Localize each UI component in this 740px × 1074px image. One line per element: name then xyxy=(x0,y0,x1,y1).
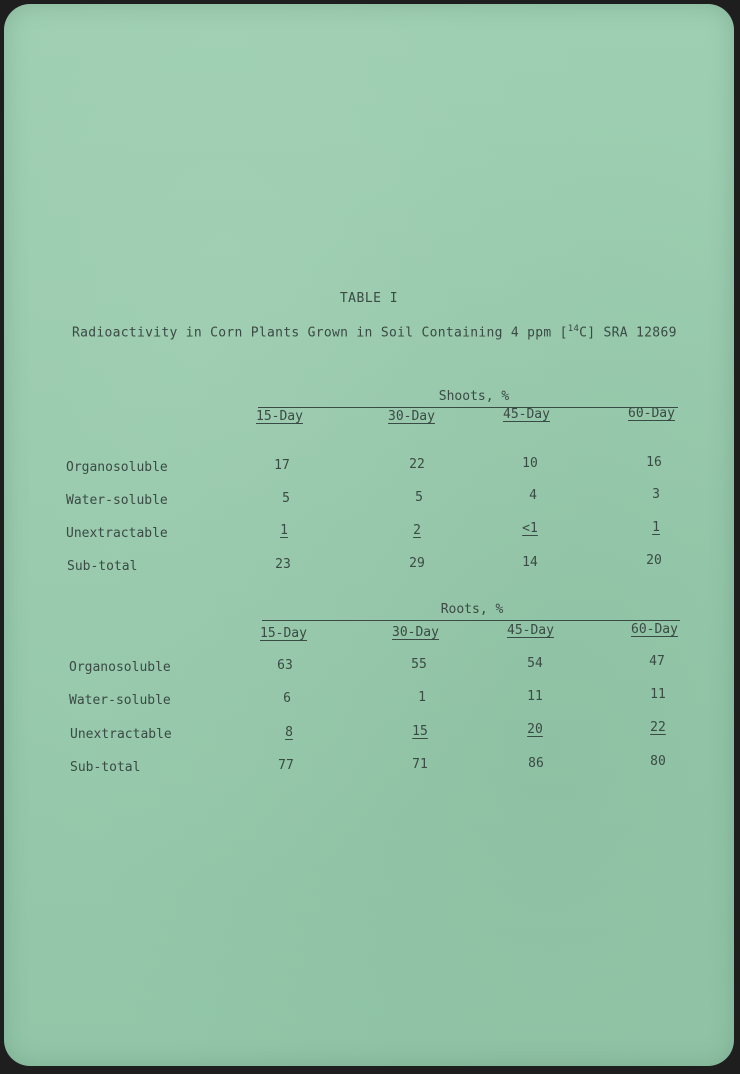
table-cell: 16 xyxy=(646,455,662,470)
table-cell: 10 xyxy=(522,456,538,471)
table-cell: 11 xyxy=(527,689,543,704)
table-cell: 22 xyxy=(650,720,666,735)
roots-group-rule xyxy=(262,620,680,621)
table-cell: 5 xyxy=(282,491,290,506)
table-cell: 20 xyxy=(646,553,662,568)
subtitle-text-start: Radioactivity in Corn Plants Grown in Soil Containing 4 ppm [ xyxy=(72,325,568,341)
table-cell: 15 xyxy=(412,724,428,739)
table-cell: 4 xyxy=(529,488,537,503)
roots-group-title: Roots, % xyxy=(440,602,504,617)
shoots-row-label: Unextractable xyxy=(66,526,168,541)
table-cell: 77 xyxy=(278,758,294,773)
table-cell: 22 xyxy=(409,457,425,472)
table-cell: 80 xyxy=(650,754,666,769)
table-cell: 6 xyxy=(283,691,291,706)
table-cell: 1 xyxy=(418,690,426,705)
table-cell: 5 xyxy=(415,490,423,505)
table-cell: 86 xyxy=(528,756,544,771)
table-cell: 8 xyxy=(285,725,293,740)
table-cell: 20 xyxy=(527,722,543,737)
roots-col-15day: 15-Day xyxy=(260,626,307,641)
roots-col-45day: 45-Day xyxy=(507,623,554,638)
table-cell: 14 xyxy=(522,555,538,570)
shoots-col-45day: 45-Day xyxy=(503,407,550,422)
roots-row-label: Organosoluble xyxy=(69,660,171,675)
table-cell: 17 xyxy=(274,458,290,473)
roots-row-label: Water-soluble xyxy=(69,693,171,708)
table-cell: 23 xyxy=(275,557,291,572)
table-cell: 63 xyxy=(277,658,293,673)
table-cell: 29 xyxy=(409,556,425,571)
shoots-group-title: Shoots, % xyxy=(438,389,510,404)
subtitle-text-end: C] SRA 12869 xyxy=(579,325,677,341)
roots-col-60day: 60-Day xyxy=(631,622,678,637)
shoots-row-label: Sub-total xyxy=(67,559,138,574)
table-cell: 47 xyxy=(649,654,665,669)
table-cell: 71 xyxy=(412,757,428,772)
document-page xyxy=(4,4,734,1066)
shoots-col-60day: 60-Day xyxy=(628,406,675,421)
table-cell: 2 xyxy=(413,523,421,538)
roots-col-30day: 30-Day xyxy=(392,625,439,640)
shoots-group-rule xyxy=(258,407,678,408)
table-cell: 55 xyxy=(411,657,427,672)
table-cell: 1 xyxy=(280,523,288,538)
table-subtitle xyxy=(72,324,677,340)
isotope-superscript: 14 xyxy=(567,324,580,334)
table-cell: 54 xyxy=(527,656,543,671)
table-cell: <1 xyxy=(522,521,538,536)
table-cell: 3 xyxy=(652,487,660,502)
table-title: TABLE I xyxy=(339,291,399,306)
shoots-col-15day: 15-Day xyxy=(256,409,303,424)
shoots-row-label: Organosoluble xyxy=(66,460,168,475)
roots-row-label: Sub-total xyxy=(70,760,141,775)
shoots-col-30day: 30-Day xyxy=(388,409,435,424)
shoots-row-label: Water-soluble xyxy=(66,493,168,508)
table-cell: 1 xyxy=(652,520,660,535)
table-cell: 11 xyxy=(650,687,666,702)
roots-row-label: Unextractable xyxy=(70,727,172,742)
